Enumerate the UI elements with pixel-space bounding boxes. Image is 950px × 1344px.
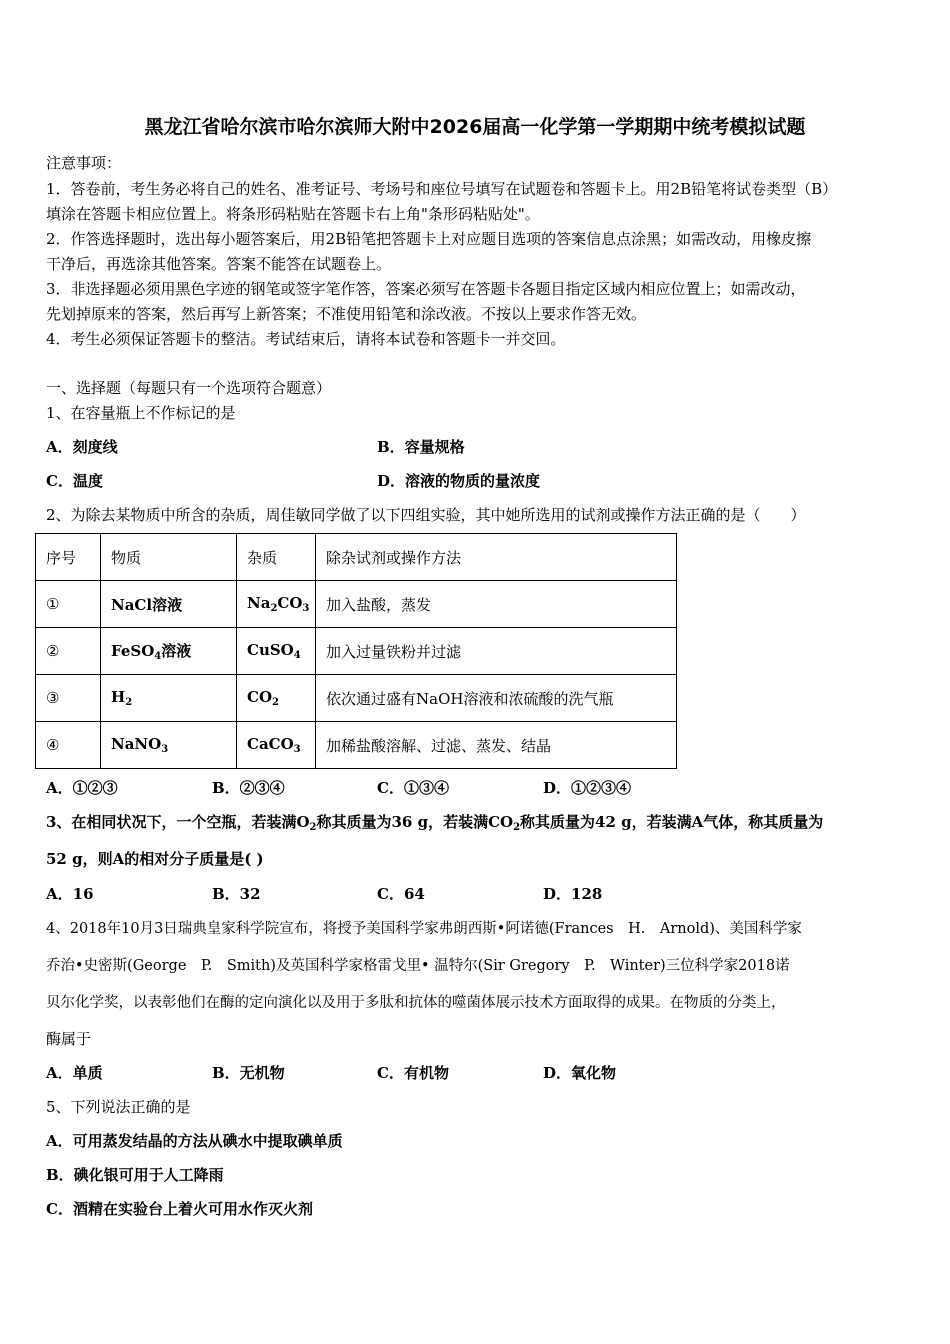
q4-option-b[interactable]: B．无机物	[212, 1064, 285, 1082]
q2-option-c[interactable]: C．①③④	[377, 779, 449, 797]
header-cell: 除杂试剂或操作方法	[316, 534, 677, 581]
impurity-cell: CuSO$_4$	[237, 628, 316, 675]
q5-option-c[interactable]: C．酒精在实验台上着火可用水作灭火剂	[46, 1200, 313, 1218]
header-cell: 序号	[36, 534, 101, 581]
header-cell: 物质	[101, 534, 237, 581]
notice-line: 4．考生必须保证答题卡的整洁。考试结束后，请将本试卷和答题卡一并交回。	[46, 330, 566, 348]
method-cell: 依次通过盛有NaOH溶液和浓硫酸的洗气瓶	[316, 675, 677, 722]
question-4-stem: 贝尔化学奖，以表彰他们在酶的定向演化以及用于多肽和抗体的噬菌体展示技术方面取得的成果。在物质的分类上，	[46, 995, 786, 1011]
q4-option-d[interactable]: D．氧化物	[543, 1064, 617, 1082]
row-number: ②	[36, 628, 101, 675]
notice-line: 2．作答选择题时，选出每小题答案后，用2B铅笔把答题卡上对应题目选项的答案信息点涂黑；如需改动，用橡皮擦	[46, 230, 812, 248]
question-4-stem: 乔治•史密斯(George P. Smith)及英国科学家格雷戈里• 温特尔(Sir Gregory P. Winter)三位科学家2018诺	[46, 958, 790, 974]
question-1-stem: 1、在容量瓶上不作标记的是	[46, 404, 236, 422]
header-cell: 杂质	[237, 534, 316, 581]
table-header-row	[36, 534, 677, 581]
notice-line: 1．答卷前，考生务必将自己的姓名、准考证号、考场号和座位号填写在试题卷和答题卡上。用2B铅笔将试卷类型（B）	[46, 180, 838, 198]
question-2-stem: 2、为除去某物质中所含的杂质，周佳敏同学做了以下四组实验，其中她所选用的试剂或操作方法正确的是（ ）	[46, 506, 806, 524]
substance-cell: $H_2$	[101, 675, 237, 722]
q2-option-a[interactable]: A．①②③	[46, 779, 118, 797]
q5-option-b[interactable]: B．碘化银可用于人工降雨	[46, 1166, 224, 1184]
substance-cell: FeSO$_4$溶液	[101, 628, 237, 675]
substance-cell: NaCl溶液	[101, 581, 237, 628]
page-title: 黑龙江省哈尔滨市哈尔滨师大附中2026届高一化学第一学期期中统考模拟试题	[144, 116, 806, 138]
notice-heading: 注意事项：	[46, 154, 122, 172]
method-cell: 加入盐酸，蒸发	[316, 581, 677, 628]
q1-option-d[interactable]: D．溶液的物质的量浓度	[377, 472, 541, 490]
notice-line: 填涂在答题卡相应位置上。将条形码粘贴在答题卡右上角"条形码粘贴处"。	[46, 205, 540, 223]
q2-table	[35, 533, 677, 769]
q4-option-a[interactable]: A．单质	[46, 1064, 103, 1082]
q2-option-d[interactable]: D．①②③④	[543, 779, 632, 797]
table-row	[36, 628, 677, 675]
row-number: ③	[36, 675, 101, 722]
question-3-stem-cont: 52 g，则A的相对分子质量是( )	[46, 850, 264, 868]
q3-option-d[interactable]: D．128	[543, 885, 603, 903]
q3-option-a[interactable]: A．16	[46, 885, 94, 903]
table-row	[36, 675, 677, 722]
row-number: ④	[36, 722, 101, 769]
question-5-stem: 5、下列说法正确的是	[46, 1098, 191, 1116]
impurity-cell: CaCO$_3$	[237, 722, 316, 769]
substance-cell: NaNO$_3$	[101, 722, 237, 769]
section-heading: 一、选择题（每题只有一个选项符合题意）	[46, 379, 332, 397]
impurity-cell: $Na_2CO_3$	[237, 581, 316, 628]
method-cell: 加稀盐酸溶解、过滤、蒸发、结晶	[316, 722, 677, 769]
question-4-stem: 酶属于	[46, 1030, 92, 1048]
q1-option-b[interactable]: B．容量规格	[377, 438, 465, 456]
notice-line: 先划掉原来的答案，然后再写上新答案；不准使用铅笔和涂改液。不按以上要求作答无效。	[46, 305, 647, 323]
q1-option-c[interactable]: C．温度	[46, 472, 103, 490]
q5-option-a[interactable]: A．可用蒸发结晶的方法从碘水中提取碘单质	[46, 1132, 343, 1150]
notice-line: 3．非选择题必须用黑色字迹的钢笔或签字笔作答，答案必须写在答题卡各题目指定区域内相应位置上；如需改动，	[46, 280, 806, 298]
notice-line: 干净后，再选涂其他答案。答案不能答在试题卷上。	[46, 255, 392, 273]
q4-option-c[interactable]: C．有机物	[377, 1064, 449, 1082]
q2-option-b[interactable]: B．②③④	[212, 779, 285, 797]
q1-option-a[interactable]: A．刻度线	[46, 438, 118, 456]
q3-option-c[interactable]: C．64	[377, 885, 425, 903]
impurity-cell: $CO_2$	[237, 675, 316, 722]
table-row	[36, 581, 677, 628]
q3-option-b[interactable]: B．32	[212, 885, 261, 903]
method-cell: 加入过量铁粉并过滤	[316, 628, 677, 675]
question-3-stem: 3、在相同状况下，一个空瓶，若装满$O_2$称其质量为36 g，若装满$CO_2$称其质量为42 g，若装满A气体，称其质量为	[46, 813, 824, 833]
row-number: ①	[36, 581, 101, 628]
question-4-stem: 4、2018年10月3日瑞典皇家科学院宣布，将授予美国科学家弗朗西斯•阿诺德(Frances H. Arnold)、美国科学家	[46, 921, 802, 937]
table-row	[36, 722, 677, 769]
